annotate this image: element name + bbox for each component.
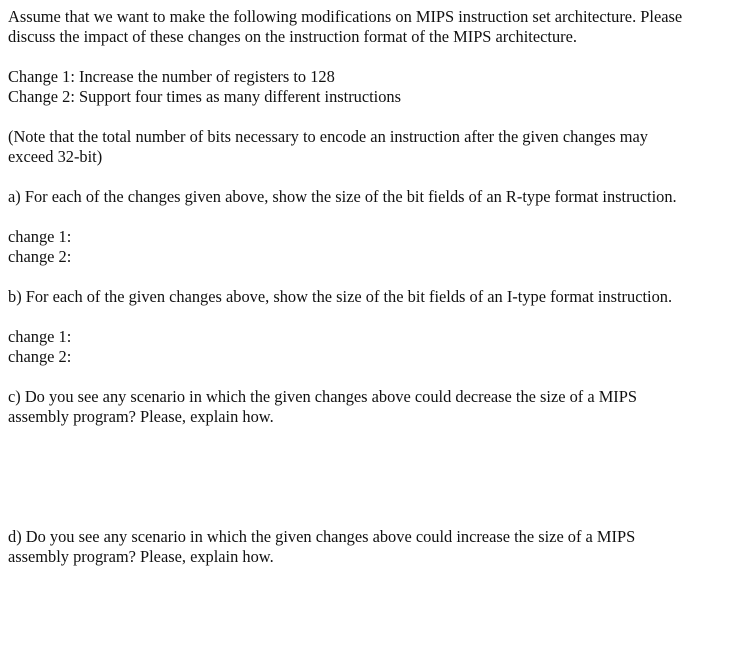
change-2-text: Change 2: Support four times as many different instructions [8, 87, 402, 106]
note-paragraph [8, 127, 743, 167]
intro-line: Assume that we want to make the following modifications on MIPS instruction set architecture. Please [8, 7, 683, 26]
changes-list [8, 67, 743, 107]
note-line: (Note that the total number of bits necessary to encode an instruction after the given changes may [8, 127, 648, 146]
intro-line: discuss the impact of these changes on the instruction format of the MIPS architecture. [8, 27, 577, 46]
answer-a-change-2-label: change 2: [8, 247, 72, 266]
question-b-answers [8, 327, 743, 367]
question-c-line: c) Do you see any scenario in which the given changes above could decrease the size of a MIPS [8, 387, 637, 406]
question-a-prompt: a) For each of the changes given above, show the size of the bit fields of an R-type format instruction. [8, 187, 677, 206]
question-a-answers [8, 227, 743, 267]
note-line: exceed 32-bit) [8, 147, 103, 166]
question-b [8, 287, 743, 307]
question-a [8, 187, 743, 207]
question-d-line: assembly program? Please, explain how. [8, 547, 274, 566]
document-body [8, 7, 743, 567]
question-b-prompt: b) For each of the given changes above, show the size of the bit fields of an I-type format instruction. [8, 287, 673, 306]
answer-b-change-2-label: change 2: [8, 347, 72, 366]
answer-a-change-1-label: change 1: [8, 227, 72, 246]
question-d-line: d) Do you see any scenario in which the given changes above could increase the size of a MIPS [8, 527, 636, 546]
answer-b-change-1-label: change 1: [8, 327, 72, 346]
intro-paragraph [8, 7, 743, 47]
question-c-line: assembly program? Please, explain how. [8, 407, 274, 426]
question-c [8, 387, 743, 427]
question-d [8, 527, 743, 567]
change-1-text: Change 1: Increase the number of registers to 128 [8, 67, 335, 86]
